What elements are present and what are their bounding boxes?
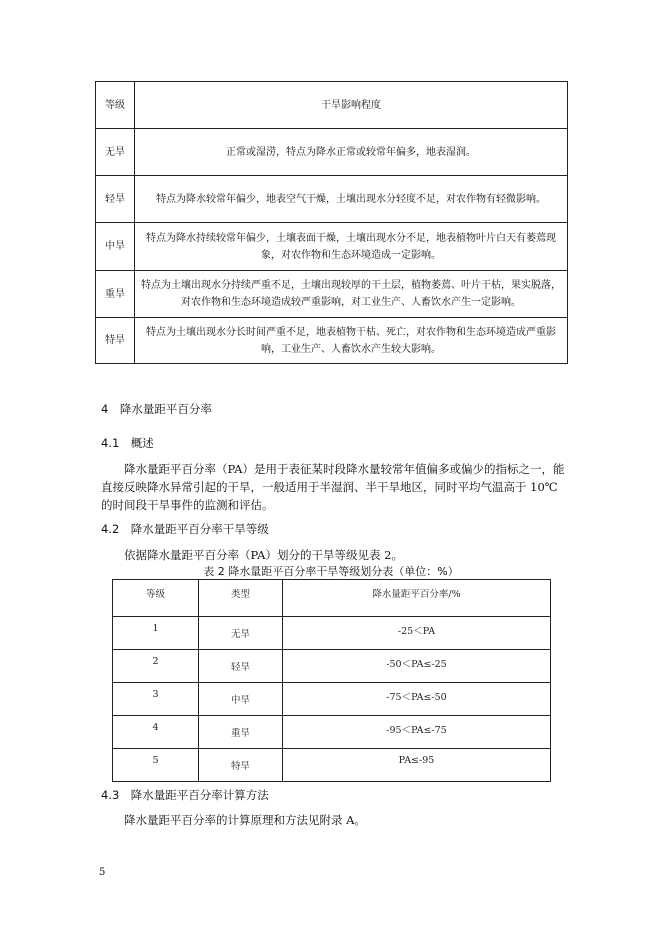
grade-cell: 2 <box>113 650 199 683</box>
table-row <box>113 650 551 683</box>
row-impact: 特点为降水持续较常年偏少，土壤表面干燥，土壤出现水分不足，地表植物叶片白天有萎蔫现象，对农作物和生态环境造成一定影响。 <box>135 223 568 271</box>
type-cell: 中旱 <box>199 683 283 716</box>
pa-cell: -25＜PA <box>283 617 551 650</box>
page-number: 5 <box>99 867 106 878</box>
table-header-row <box>96 82 568 129</box>
grade-cell: 5 <box>113 749 199 782</box>
row-impact: 特点为土壤出现水分长时间严重不足，地表植物干枯、死亡，对农作物和生态环境造成严重影响，工业生产、人畜饮水产生较大影响。 <box>135 318 568 364</box>
table-header-row <box>113 580 551 617</box>
pa-grade-table <box>112 579 551 782</box>
header-impact: 干旱影响程度 <box>135 82 568 129</box>
row-level: 轻旱 <box>96 176 135 223</box>
grade-cell: 3 <box>113 683 199 716</box>
row-level: 无旱 <box>96 129 135 176</box>
type-cell: 特旱 <box>199 749 283 782</box>
header-level: 等级 <box>96 82 135 129</box>
header-type: 类型 <box>199 580 283 617</box>
table-row <box>113 683 551 716</box>
header-pa: 降水量距平百分率/% <box>283 580 551 617</box>
table-row <box>96 176 568 223</box>
type-cell: 轻旱 <box>199 650 283 683</box>
table-row <box>96 223 568 271</box>
pa-cell: PA≤-95 <box>283 749 551 782</box>
header-grade: 等级 <box>113 580 199 617</box>
table-2-caption: 表 2 降水量距平百分率干旱等级划分表（单位：%） <box>203 565 459 578</box>
row-impact: 正常或湿涝，特点为降水正常或较常年偏多，地表湿润。 <box>135 129 568 176</box>
type-cell: 重旱 <box>199 716 283 749</box>
section-4-heading: 4 降水量距平百分率 <box>101 402 212 416</box>
grade-cell: 4 <box>113 716 199 749</box>
table-row <box>113 716 551 749</box>
table-row <box>113 617 551 650</box>
row-level: 特旱 <box>96 318 135 364</box>
table-row <box>96 318 568 364</box>
table-row <box>113 749 551 782</box>
pa-cell: -95＜PA≤-75 <box>283 716 551 749</box>
row-impact: 特点为降水较常年偏少，地表空气干燥，土壤出现水分轻度不足，对农作物有轻微影响。 <box>135 176 568 223</box>
table-row <box>96 129 568 176</box>
section-4-3-heading: 4.3 降水量距平百分率计算方法 <box>101 788 269 802</box>
pa-cell: -75＜PA≤-50 <box>283 683 551 716</box>
drought-impact-table <box>95 81 568 364</box>
section-4-2-heading: 4.2 降水量距平百分率干旱等级 <box>101 522 269 536</box>
table-row <box>96 271 568 318</box>
row-level: 中旱 <box>96 223 135 271</box>
row-impact: 特点为土壤出现水分持续严重不足，土壤出现较厚的干土层，植物萎蔫、叶片干枯，果实脱落，对农作物和生态环境造成较严重影响，对工业生产、人畜饮水产生一定影响。 <box>135 271 568 318</box>
section-4-3-body: 降水量距平百分率的计算原理和方法见附录 A。 <box>124 813 366 827</box>
type-cell: 无旱 <box>199 617 283 650</box>
grade-cell: 1 <box>113 617 199 650</box>
section-4-1-body: 降水量距平百分率（PA）是用于表征某时段降水量较常年值偏多或偏少的指标之一，能直接反映降水异常引起的干旱，一般适用于半湿润、半干旱地区，同时平均气温高于 10℃的时间段干旱事件的监测和评估。 <box>101 462 565 512</box>
row-level: 重旱 <box>96 271 135 318</box>
pa-cell: -50＜PA≤-25 <box>283 650 551 683</box>
section-4-1-heading: 4.1 概述 <box>101 436 154 450</box>
section-4-2-intro: 依据降水量距平百分率（PA）划分的干旱等级见表 2。 <box>124 548 403 562</box>
